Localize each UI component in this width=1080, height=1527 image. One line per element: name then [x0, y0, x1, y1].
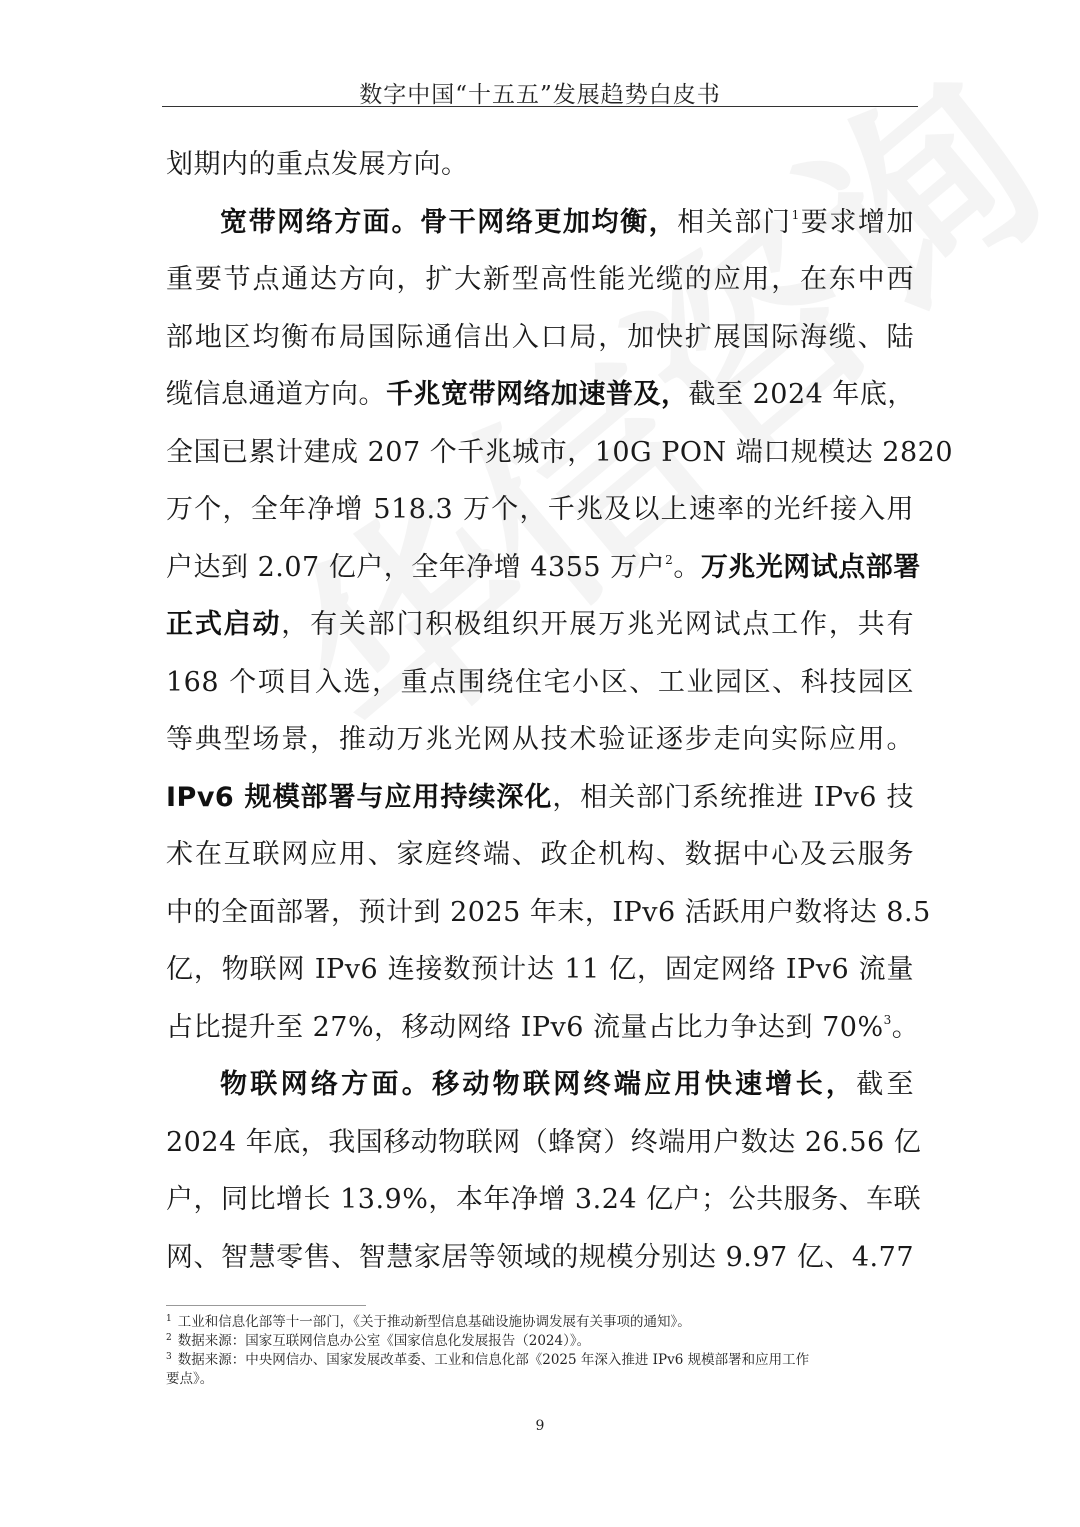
header-divider	[162, 106, 918, 107]
paragraph-line: 万个，全年净增 518.3 万个，千兆及以上速率的光纤接入用	[166, 494, 914, 525]
paragraph-line: 划期内的重点发展方向。	[166, 149, 469, 180]
paragraph-line: IPv6 规模部署与应用持续深化，相关部门系统推进 IPv6 技	[166, 781, 914, 813]
footnote-ref[interactable]: 3	[883, 1012, 892, 1027]
paragraph-line: 正式启动，有关部门积极组织开展万兆光网试点工作，共有	[166, 609, 915, 640]
paragraph-line: 宽带网络方面。骨干网络更加均衡，相关部门$^1$要求增加	[220, 206, 915, 238]
paragraph-line: 户，同比增长 13.9%，本年净增 3.24 亿户；公共服务、车联	[166, 1184, 922, 1215]
body-text	[166, 136, 954, 1286]
footnote-item: $^1$ 工业和信息化部等十一部门，《关于推动新型信息基础设施协调发展有关事项的通知》。	[166, 1314, 691, 1330]
footnote-ref[interactable]: 1	[791, 207, 800, 222]
paragraph-line: 2024 年底，我国移动物联网（蜂窝）终端用户数达 26.56 亿	[166, 1126, 922, 1158]
paragraph-line: 网、智慧零售、智慧家居等领域的规模分别达 9.97 亿、4.77	[166, 1241, 914, 1273]
footnote-item: 要点》。	[166, 1371, 214, 1387]
page-header-title: 数字中国“十五五”发展趋势白皮书	[359, 82, 721, 108]
footnote-ref[interactable]: 2	[665, 552, 674, 567]
page-number: 9	[535, 1418, 545, 1434]
paragraph-line: 重要节点通达方向，扩大新型高性能光缆的应用，在东中西	[166, 264, 914, 295]
paragraph-line: 等典型场景，推动万兆光网从技术验证逐步走向实际应用。	[166, 724, 914, 755]
footnote-item: $^2$ 数据来源：国家互联网信息办公室《国家信息化发展报告（2024）》。	[166, 1333, 591, 1349]
footnotes	[166, 1313, 926, 1389]
paragraph-line: 占比提升至 27%，移动网络 IPv6 流量占比力争达到 70%$^3$。	[166, 1011, 920, 1043]
paragraph-line: 缆信息通道方向。千兆宽带网络加速普及，截至 2024 年底，	[166, 379, 915, 410]
paragraph-line: 亿，物联网 IPv6 连接数预计达 11 亿，固定网络 IPv6 流量	[166, 954, 914, 985]
paragraph-line: 部地区均衡布局国际通信出入口局，加快扩展国际海缆、陆	[166, 321, 914, 353]
paragraph-line: 168 个项目入选，重点围绕住宅小区、工业园区、科技园区	[166, 666, 914, 698]
paragraph-line: 中的全面部署，预计到 2025 年末，IPv6 活跃用户数将达 8.5	[166, 896, 931, 928]
paragraph-line: 物联网络方面。移动物联网终端应用快速增长，截至	[220, 1069, 915, 1100]
footnote-divider	[166, 1305, 366, 1306]
paragraph-line: 户达到 2.07 亿户，全年净增 4355 万户$^2$。万兆光网试点部署	[166, 551, 921, 583]
footnote-item: $^3$ 数据来源：中央网信办、国家发展改革委、工业和信息化部《2025 年深入推进 IPv6 规模部署和应用工作	[166, 1352, 810, 1368]
paragraph-line: 全国已累计建成 207 个千兆城市，10G PON 端口规模达 2820	[166, 436, 954, 468]
paragraph-line: 术在互联网应用、家庭终端、政企机构、数据中心及云服务	[166, 839, 914, 870]
